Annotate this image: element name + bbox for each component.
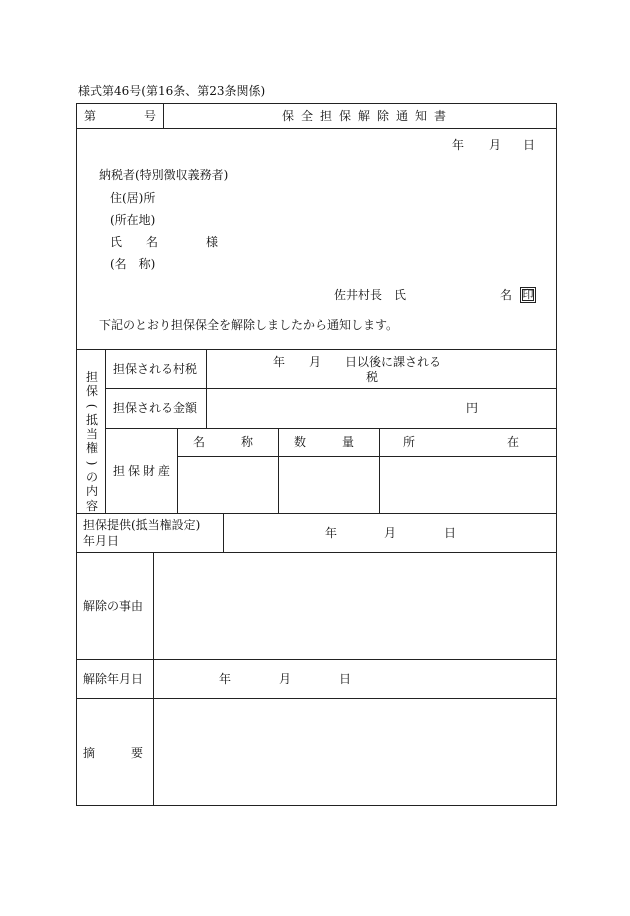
issuer-mei: 名 — [500, 288, 513, 302]
vertical-char: 内 — [85, 484, 98, 499]
date-day: 日 — [523, 138, 536, 152]
vertical-char: 容 — [85, 498, 98, 513]
tax-value-line2: 税 — [366, 370, 379, 384]
name-shi-label: 氏 — [110, 235, 123, 249]
release-day: 日 — [339, 672, 352, 686]
remarks-label: 摘 要 — [83, 746, 144, 760]
vertical-char: の — [85, 470, 98, 485]
tax-value-line1: 年 月 日以後に課される — [273, 355, 442, 369]
vertical-char: 保 — [85, 384, 98, 399]
date-month: 月 — [489, 138, 502, 152]
provision-year: 年 — [325, 526, 338, 540]
collateral-vertical-label — [82, 370, 102, 513]
notice-text: 下記のとおり担保保全を解除しましたから通知します。 — [99, 318, 399, 332]
property-col-location: 所 在 — [403, 435, 521, 449]
seal-icon: 印 — [520, 287, 536, 303]
vertical-char: ( — [85, 403, 100, 409]
provision-month: 月 — [384, 526, 397, 540]
release-reason-label: 解除の事由 — [83, 599, 144, 613]
provision-label-line1: 担保提供(抵当権設定) — [83, 518, 201, 532]
property-label: 担保財産 — [113, 464, 174, 478]
vertical-char: 抵 — [85, 412, 98, 427]
location-label: (所在地) — [110, 213, 156, 227]
address-label: 住(居)所 — [110, 191, 156, 205]
provision-day: 日 — [444, 526, 457, 540]
vertical-char: 権 — [85, 441, 98, 456]
amount-label: 担保される金額 — [113, 401, 198, 415]
property-col-quantity: 数 量 — [294, 435, 355, 449]
document-title: 保全担保解除通知書 — [282, 109, 454, 123]
number-dai-label: 第 — [84, 109, 97, 123]
release-year: 年 — [219, 672, 232, 686]
vertical-char: 担 — [85, 370, 98, 384]
property-col-name: 名 称 — [193, 435, 254, 449]
tax-label: 担保される村税 — [113, 362, 198, 376]
vertical-char: ) — [85, 460, 100, 466]
issuer-title: 佐井村長 氏 — [334, 288, 407, 302]
provision-label-line2: 年月日 — [83, 534, 120, 548]
release-date-label: 解除年月日 — [83, 672, 144, 686]
name-mei-label: 名 — [146, 235, 159, 249]
date-year: 年 — [452, 138, 465, 152]
meisho-label: (名 称) — [110, 257, 156, 271]
taxpayer-label: 納税者(特別徴収義務者) — [99, 168, 229, 182]
release-month: 月 — [279, 672, 292, 686]
sama-label: 様 — [206, 235, 219, 249]
form-caption: 様式第46号(第16条、第23条関係) — [78, 84, 266, 98]
vertical-char: 当 — [85, 427, 98, 442]
number-go-label: 号 — [144, 109, 157, 123]
amount-unit: 円 — [466, 401, 479, 415]
